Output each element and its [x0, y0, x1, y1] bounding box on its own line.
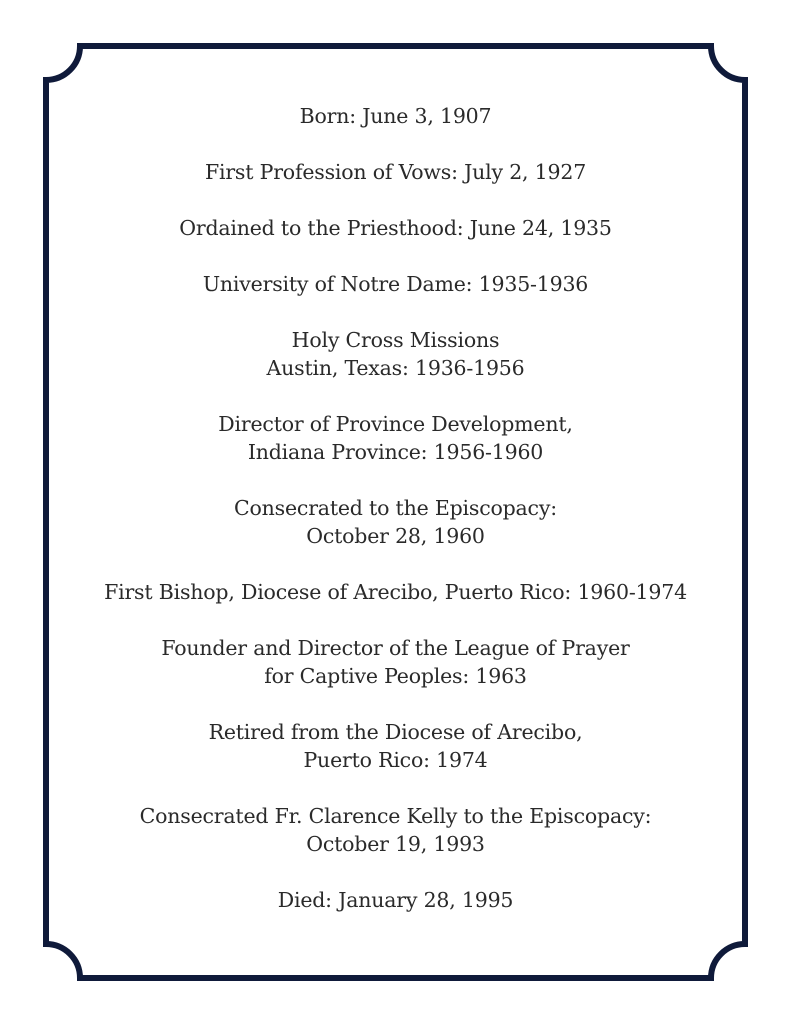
entry-league-founder-line-2: for Captive Peoples: 1963: [264, 664, 527, 688]
entry-born: Born: June 3, 1907: [299, 104, 492, 128]
entry-holy-cross-line-2: Austin, Texas: 1936-1956: [266, 356, 525, 380]
entry-retired-line-2: Puerto Rico: 1974: [303, 748, 488, 772]
entry-consecrated-kelly-line-2: October 19, 1993: [306, 832, 485, 856]
entry-retired-line-1: Retired from the Diocese of Arecibo,: [208, 720, 583, 744]
entry-ordained: Ordained to the Priesthood: June 24, 1935: [179, 216, 612, 240]
entry-first-profession: First Profession of Vows: July 2, 1927: [204, 160, 587, 184]
entry-consecrated-line-1: Consecrated to the Episcopacy:: [234, 496, 557, 520]
timeline-document: [60, 0, 731, 1024]
entry-consecrated-line-2: October 28, 1960: [306, 524, 485, 548]
entry-holy-cross-line-1: Holy Cross Missions: [291, 328, 500, 352]
entry-league-founder-line-1: Founder and Director of the League of Prayer: [161, 636, 630, 660]
entry-died: Died: January 28, 1995: [277, 888, 514, 912]
entry-province-director-line-1: Director of Province Development,: [218, 412, 573, 436]
entry-province-director-line-2: Indiana Province: 1956-1960: [247, 440, 544, 464]
entry-first-bishop: First Bishop, Diocese of Arecibo, Puerto Rico: 1960-1974: [104, 580, 687, 604]
entry-notre-dame: University of Notre Dame: 1935-1936: [202, 272, 589, 296]
entry-consecrated-kelly-line-1: Consecrated Fr. Clarence Kelly to the Episcopacy:: [139, 804, 652, 828]
